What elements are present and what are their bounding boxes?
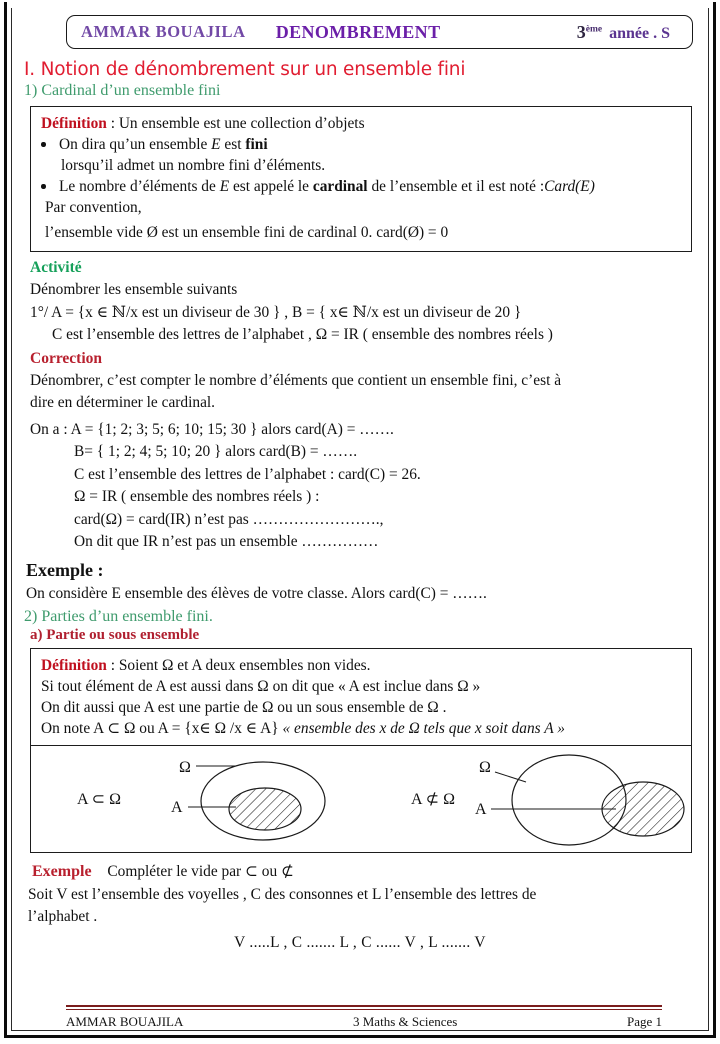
exemple-1-label: Exemple : [26, 559, 104, 580]
exemple-1-line-1: On considère E ensemble des élèves de votre classe. Alors card(C) = ……. [26, 584, 487, 602]
correction-line-2: dire en déterminer le cardinal. [30, 394, 216, 411]
activite-line-2: 1°/ A = {x ∈ ℕ/x est un diviseur de 30 } , B = { x∈ ℕ/x est un diviseur de 20 } [30, 303, 522, 321]
definition-2-line-4-plain: On note A ⊂ Ω ou A = {x∈ Ω /x ∈ A} [41, 720, 283, 737]
correction-line-5: C est l’ensemble des lettres de l’alphabet : card(C) = 26. [74, 465, 421, 483]
bullet-2-d: de l’ensemble et il est noté : [367, 178, 545, 195]
bullet-2-e: E [219, 178, 230, 195]
header-author: AMMAR BOUAJILA [81, 22, 246, 41]
venn-diagram-box [30, 746, 692, 853]
correction-line-3: On a : A = {1; 2; 3; 5; 6; 10; 15; 30 } alors card(A) = ……. [30, 420, 394, 438]
exemple-2-header [32, 861, 696, 883]
definition-1-bullet-1 [41, 134, 683, 176]
exemple-2-line-2: l’alphabet . [28, 908, 98, 925]
venn-right-not-included [411, 755, 684, 845]
venn-left-included [77, 759, 325, 840]
subsection-2-a: a) Partie ou sous ensemble [30, 627, 200, 643]
definition-2-line-2: Si tout élément de A est aussi dans Ω on dit que « A est inclue dans Ω » [41, 678, 481, 695]
venn-diagrams-svg [31, 746, 699, 850]
definition-1-intro-text: : Un ensemble est une collection d’objets [106, 115, 365, 132]
footer-row [66, 1014, 662, 1030]
venn-left-omega-label: Ω [179, 759, 191, 776]
bullet-2-c: cardinal [312, 178, 368, 195]
exemple-2-label: Exemple [32, 863, 92, 880]
bullet-2-b: est appelé le [229, 178, 313, 195]
activite-line-1: Dénombrer les ensemble suivants [30, 281, 238, 298]
bullet-dot-icon [41, 184, 46, 189]
definition-1-bullets [41, 134, 683, 197]
definition-2-line-1-text: : Soient Ω et A deux ensembles non vides. [106, 657, 371, 674]
venn-left-relation-label: A ⊂ Ω [77, 791, 121, 808]
bullet-1-line-2: lorsqu’il admet un nombre fini d’éléments. [61, 157, 326, 174]
footer-center: 3 Maths & Sciences [353, 1014, 458, 1029]
header-subject: DENOMBREMENT [275, 21, 441, 42]
correction-line-1: Dénombrer, c’est compter le nombre d’éléments que contient un ensemble fini, c’est à [30, 371, 562, 389]
exemple-2-instruction: Compléter le vide par ⊂ ou ⊄ [107, 863, 294, 880]
definition-box-2 [30, 648, 692, 746]
footer-right: Page 1 [626, 1014, 662, 1029]
definition-2-line-4 [41, 718, 683, 739]
definition-2-label: Définition [41, 657, 107, 674]
venn-right-a-label: A [475, 801, 487, 818]
subsection-1-1: 1) Cardinal d’un ensemble fini [24, 82, 221, 99]
bullet-2-a: Le nombre d’éléments de [59, 178, 220, 195]
activite-label: Activité [30, 259, 82, 276]
correction-line-8: On dit que IR n’est pas un ensemble …………… [74, 533, 379, 550]
definition-box-1 [30, 106, 692, 252]
definition-1-label: Définition [41, 115, 107, 132]
definition-2-line-4-italic: « ensemble des x de Ω tels que x soit dans A » [282, 720, 565, 737]
header-level [577, 22, 670, 43]
correction-label: Correction [30, 349, 103, 367]
page-content [24, 15, 696, 1044]
bullet-dot-icon [41, 142, 46, 147]
definition-1-bullet-2 [41, 176, 683, 197]
venn-right-omega-label: Ω [479, 759, 491, 776]
header-banner [66, 15, 693, 49]
page-footer [30, 1005, 692, 1030]
definition-2-line-1 [41, 655, 683, 676]
activite-line-3: C est l’ensemble des lettres de l’alphabet , Ω = IR ( ensemble des nombres réels ) [52, 326, 553, 343]
venn-left-a-label: A [171, 799, 183, 816]
definition-1-empty-set: l’ensemble vide Ø est un ensemble fini de cardinal 0. card(Ø) = 0 [45, 224, 449, 241]
header-level-rest: année . S [609, 24, 670, 42]
bullet-2-card: Card(E) [544, 178, 595, 195]
exemple-2-line-1: Soit V est l’ensemble des voyelles , C des consonnes et L l’ensemble des lettres de [28, 885, 537, 903]
header-level-number: 3 [576, 21, 586, 42]
correction-line-6: Ω = IR ( ensemble des nombres réels ) : [74, 488, 320, 505]
bullet-1-a: On dira qu’un ensemble [59, 136, 212, 153]
section-title-1: I. Notion de dénombrement sur un ensemble fini [24, 59, 466, 80]
definition-1-convention: Par convention, [45, 199, 142, 216]
definition-1-intro [41, 113, 683, 134]
header-level-suffix: ème [585, 24, 603, 35]
correction-line-4: B= { 1; 2; 4; 5; 10; 20 } alors card(B) = ……. [74, 443, 358, 460]
correction-line-7: card(Ω) = card(IR) n’est pas ……………………., [74, 510, 384, 528]
venn-right-relation-label: A ⊄ Ω [411, 791, 455, 808]
footer-divider [66, 1005, 662, 1010]
bullet-1-e: E [211, 136, 221, 153]
bullet-1-b: est [220, 136, 246, 153]
bullet-1-c: fini [245, 136, 268, 153]
exemple-2-blanks: V .....L , C ....... L , C ...... V , L ....... V [234, 933, 486, 951]
subsection-2: 2) Parties d’un ensemble fini. [24, 608, 213, 625]
definition-2-line-3: On dit aussi que A est une partie de Ω ou un sous ensemble de Ω . [41, 699, 447, 716]
footer-left: AMMAR BOUAJILA [66, 1014, 184, 1029]
